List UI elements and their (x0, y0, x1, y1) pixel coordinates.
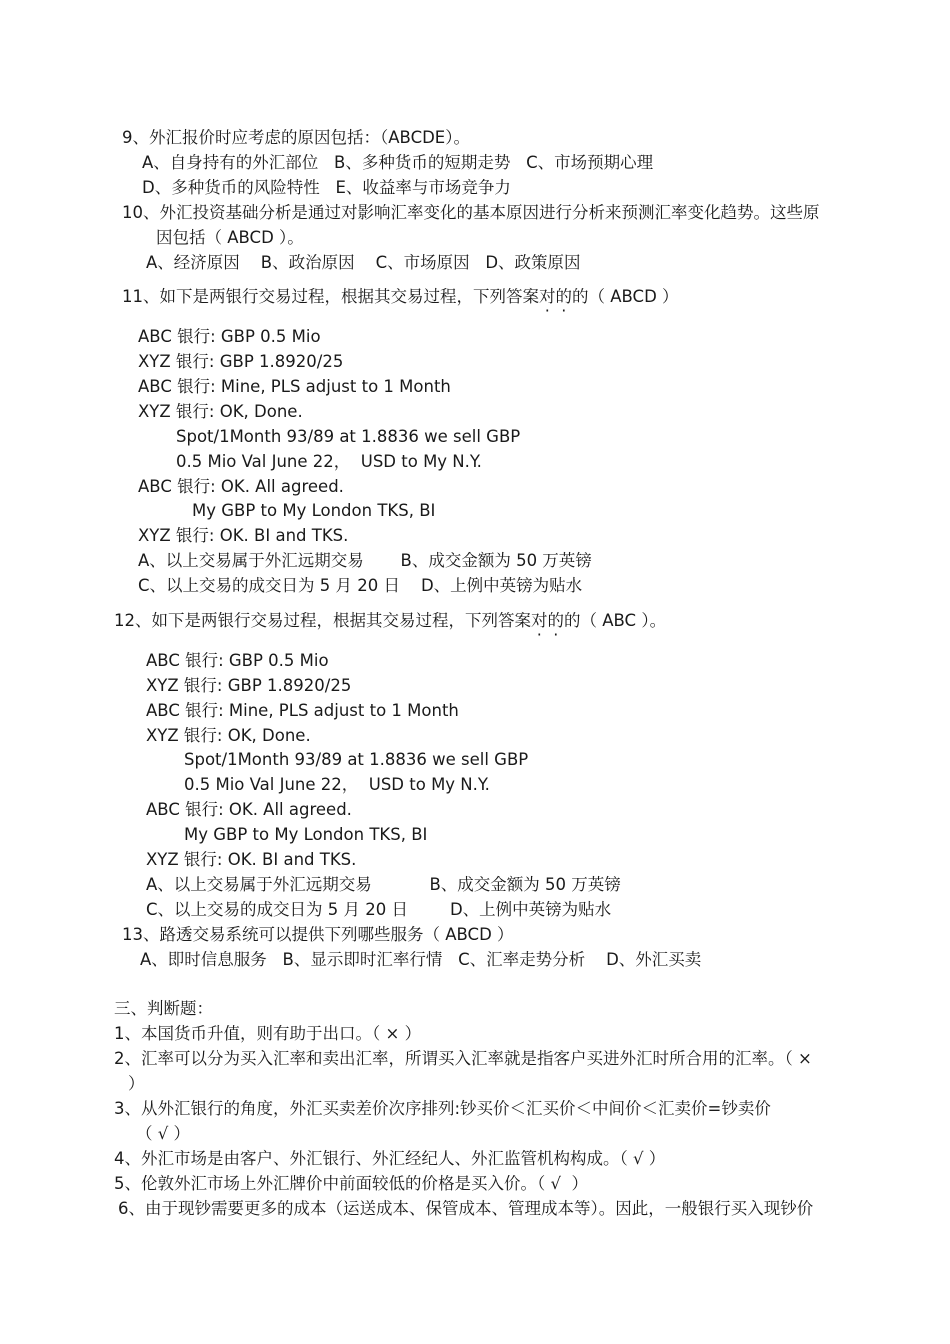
q9-options-line1: A、自身持有的外汇部位 B、多种货币的短期走势 C、市场预期心理 (142, 153, 654, 172)
q12-dialog-line: My GBP to My London TKS, BI (184, 825, 428, 844)
q11-dialog-line: ABC 银行: GBP 0.5 Mio (138, 327, 321, 346)
tf-item: 2、汇率可以分为买入汇率和卖出汇率，所谓买入汇率就是指客户买进外汇时所合用的汇率。（ × (114, 1049, 812, 1068)
q11-dialog-line: ABC 银行: OK. All agreed. (138, 477, 344, 496)
tf-item: 6、由于现钞需要更多的成本（运送成本、保管成本、管理成本等）。因此，一般银行买入现钞价 (118, 1199, 814, 1218)
q12-stem (114, 610, 666, 632)
q12-dialog-line: ABC 银行: GBP 0.5 Mio (146, 651, 329, 670)
q12-dialog-line: XYZ 银行: OK, Done. (146, 726, 311, 745)
q12-options-line2: C、以上交易的成交日为 5 月 20 日 D、上例中英镑为贴水 (146, 900, 612, 919)
tf-item: 5、伦敦外汇市场上外汇牌价中前面较低的价格是买入价。（ √ ） (114, 1174, 588, 1193)
q11-dialog-line: 0.5 Mio Val June 22， USD to My N.Y. (176, 452, 482, 471)
q12-stem-after: 的（ ABC ）。 (564, 611, 667, 630)
q11-emphasis-char-1: 对 (539, 287, 556, 306)
q12-dialog-line: ABC 银行: Mine, PLS adjust to 1 Month (146, 701, 459, 720)
q12-options-line1: A、以上交易属于外汇远期交易 B、成交金额为 50 万英镑 (146, 875, 621, 894)
q11-dialog-line: My GBP to My London TKS, BI (192, 501, 436, 520)
q12-dialog-line: XYZ 银行: GBP 1.8920/25 (146, 676, 352, 695)
section-title: 三、判断题： (114, 999, 213, 1018)
q11-dialog-line: XYZ 银行: OK. BI and TKS. (138, 526, 349, 545)
q11-emphasis-char-2: 的 (555, 287, 572, 306)
q13-options: A、即时信息服务 B、显示即时汇率行情 C、汇率走势分析 D、外汇买卖 (140, 950, 702, 969)
q12-stem-before: 12、如下是两银行交易过程，根据其交易过程，下列答案 (114, 611, 531, 630)
q11-dialog-line: XYZ 银行: OK, Done. (138, 402, 303, 421)
q11-stem (122, 286, 679, 308)
q10-options: A、经济原因 B、政治原因 C、市场原因 D、政策原因 (146, 253, 581, 272)
q12-dialog-line: ABC 银行: OK. All agreed. (146, 800, 352, 819)
q12-emphasis-char-1: 对 (531, 611, 548, 630)
tf-item-continuation: （ √ ） (136, 1124, 191, 1143)
q12-dialog-line: Spot/1Month 93/89 at 1.8836 we sell GBP (184, 750, 529, 769)
tf-item: 4、外汇市场是由客户、外汇银行、外汇经纪人、外汇监管机构构成。（ √ ） (114, 1149, 666, 1168)
q10-stem-line2: 因包括（ ABCD ）。 (156, 228, 304, 247)
q11-options-line2: C、以上交易的成交日为 5 月 20 日 D、上例中英镑为贴水 (138, 576, 583, 595)
q11-stem-before: 11、如下是两银行交易过程，根据其交易过程，下列答案 (122, 287, 539, 306)
q12-emphasis-char-2: 的 (547, 611, 564, 630)
q11-dialog-line: XYZ 银行: GBP 1.8920/25 (138, 352, 344, 371)
q11-dialog-line: Spot/1Month 93/89 at 1.8836 we sell GBP (176, 427, 521, 446)
q10-stem-line1: 10、外汇投资基础分析是通过对影响汇率变化的基本原因进行分析来预测汇率变化趋势。这些原 (122, 203, 820, 222)
q12-dialog-line: XYZ 银行: OK. BI and TKS. (146, 850, 357, 869)
q11-dialog-line: ABC 银行: Mine, PLS adjust to 1 Month (138, 377, 451, 396)
tf-item: 1、本国货币升值，则有助于出口。（ × ） (114, 1024, 422, 1043)
q11-options-line1: A、以上交易属于外汇远期交易 B、成交金额为 50 万英镑 (138, 551, 592, 570)
q9-stem: 9、外汇报价时应考虑的原因包括：（ABCDE）。 (122, 128, 470, 147)
q13-stem: 13、路透交易系统可以提供下列哪些服务（ ABCD ） (122, 925, 514, 944)
tf-item: 3、从外汇银行的角度，外汇买卖差价次序排列:钞买价＜汇买价＜中间价＜汇卖价=钞卖价 (114, 1099, 771, 1118)
q12-dialog-line: 0.5 Mio Val June 22， USD to My N.Y. (184, 775, 490, 794)
q11-stem-after: 的（ ABCD ） (572, 287, 679, 306)
q9-options-line2: D、多种货币的风险特性 E、收益率与市场竞争力 (142, 178, 511, 197)
tf-item-continuation: ） (128, 1074, 145, 1093)
